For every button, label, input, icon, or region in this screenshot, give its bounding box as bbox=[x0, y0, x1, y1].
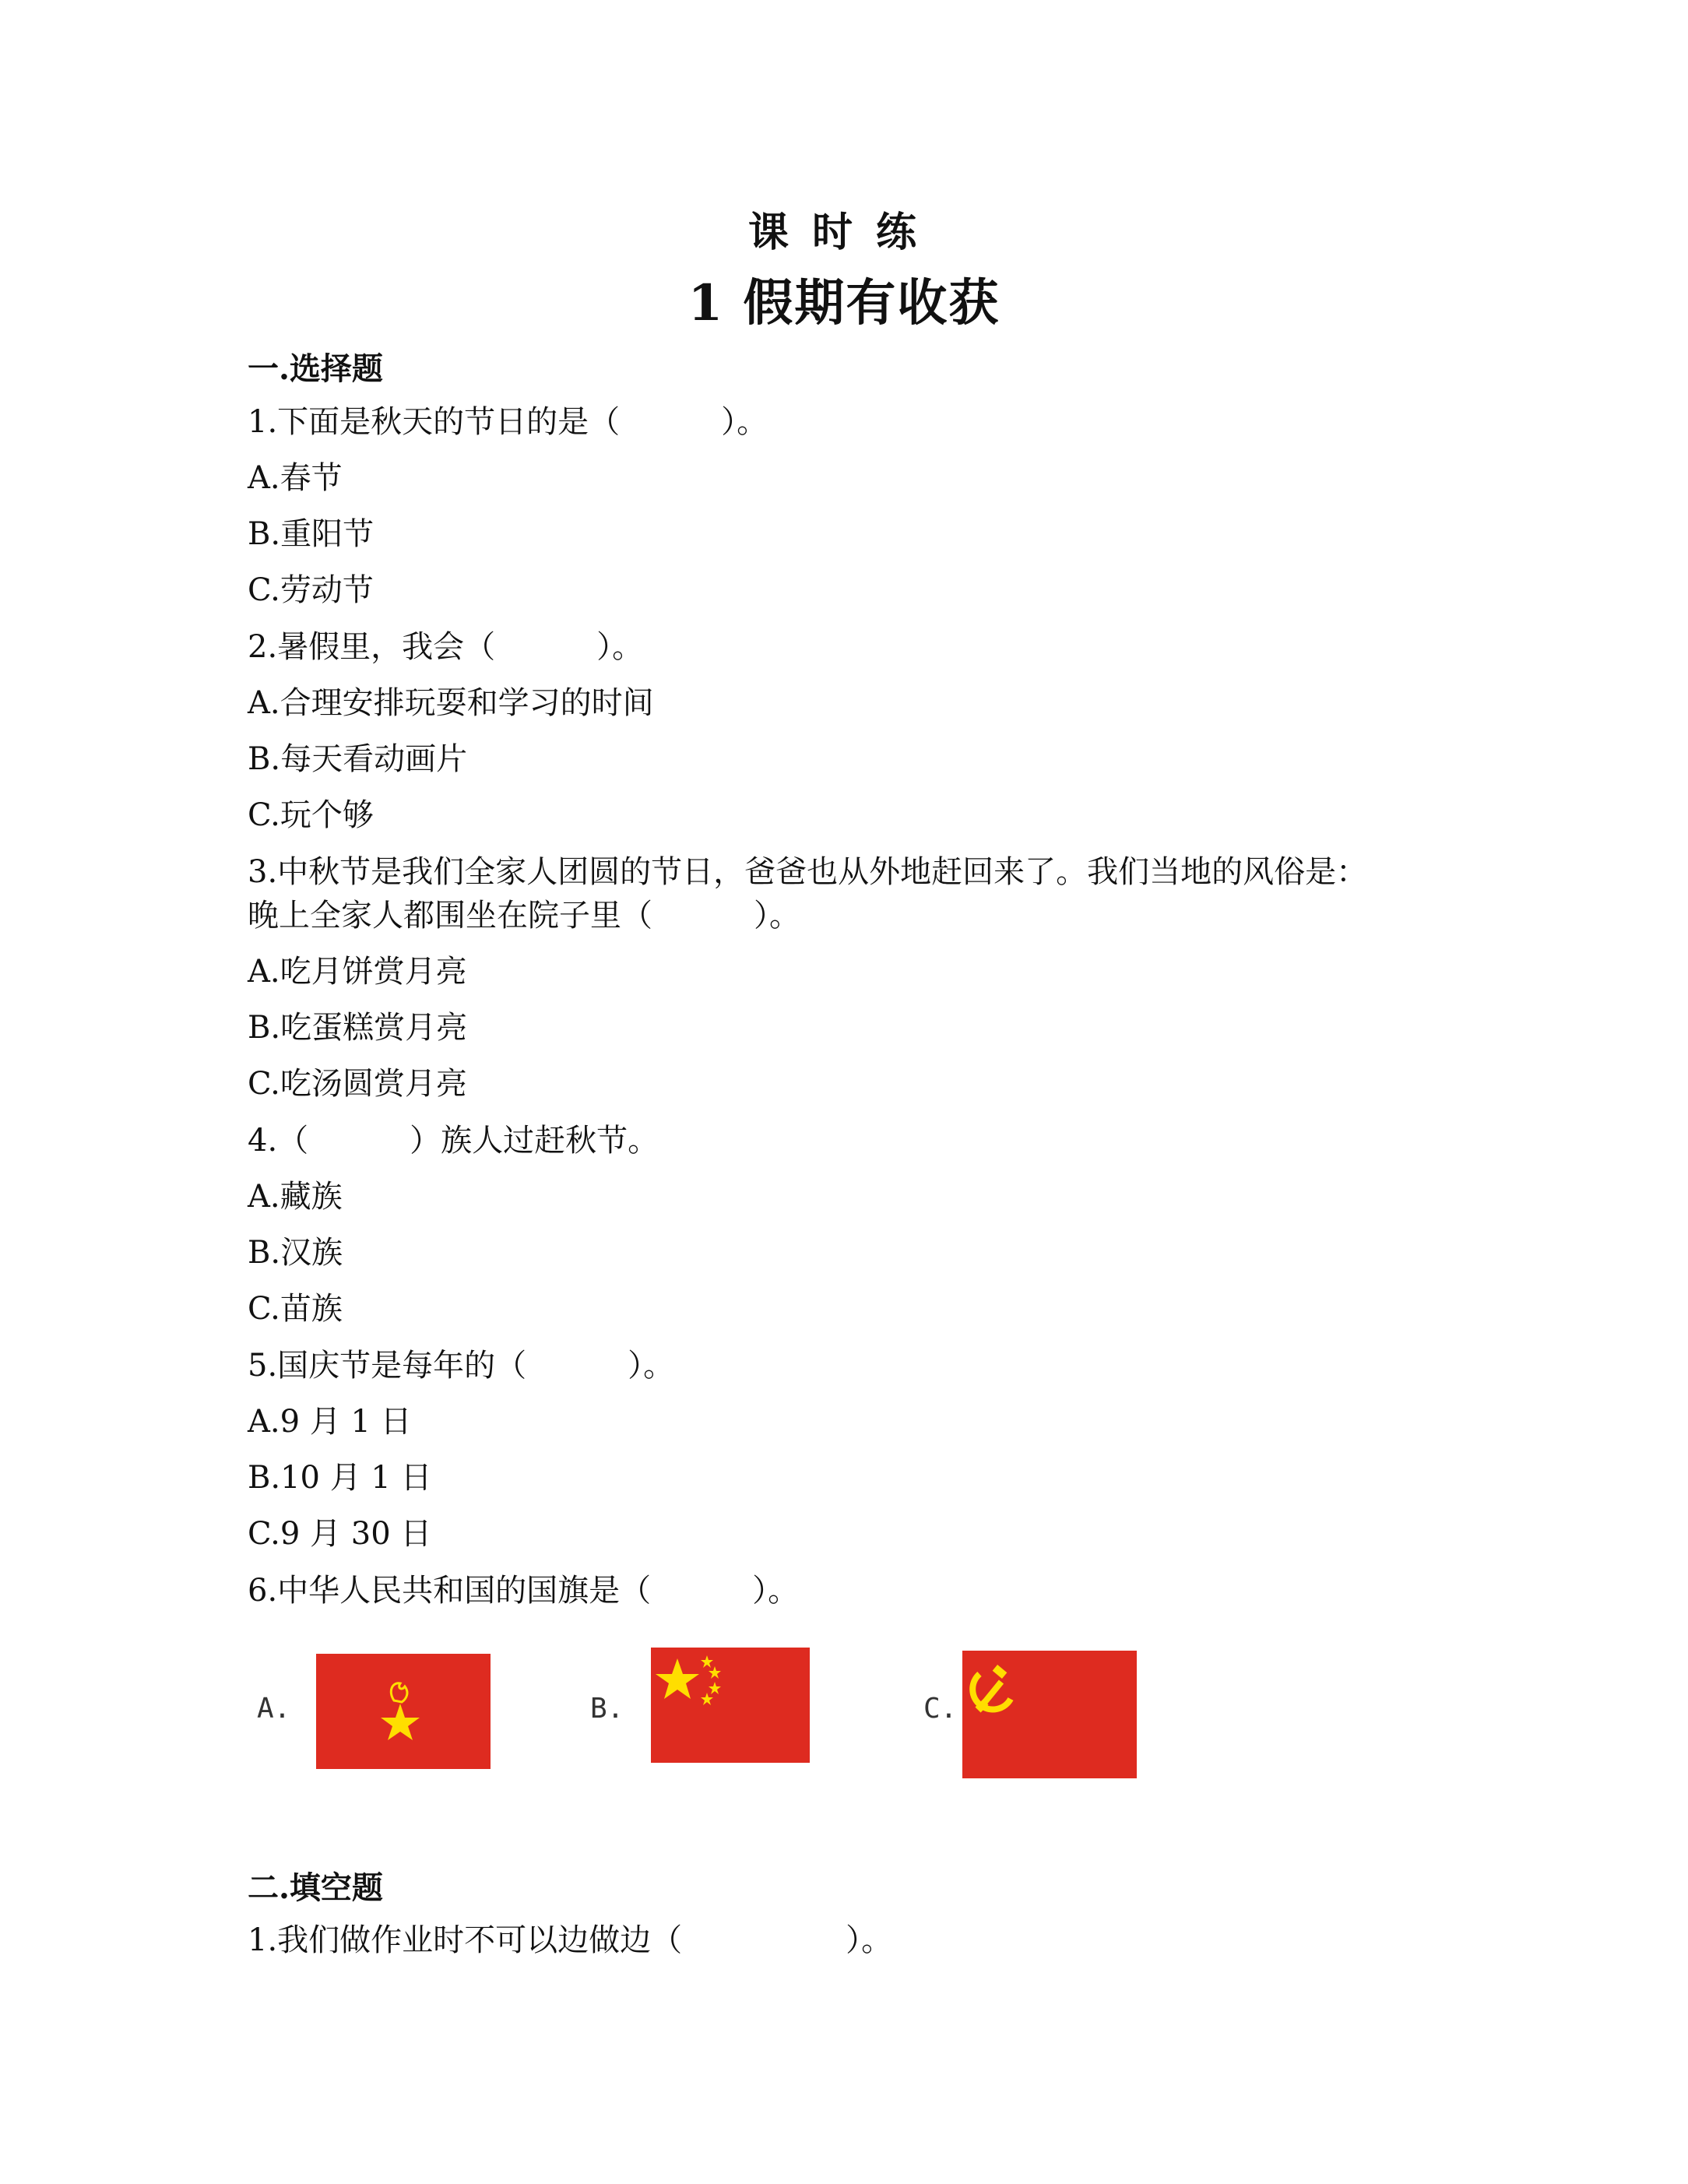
question-3-option-a: A.吃月饼赏月亮 bbox=[248, 954, 467, 990]
worksheet-label: 课时练 bbox=[747, 209, 940, 256]
section-heading-fill-blank: 二.填空题 bbox=[248, 1869, 383, 1906]
question-3-stem-line-2: 晚上全家人都围坐在院子里（ ）。 bbox=[248, 898, 800, 934]
question-6-option-a-label: A. bbox=[257, 1693, 291, 1725]
question-1-option-a: A.春节 bbox=[248, 460, 343, 496]
question-2-option-c: C.玩个够 bbox=[248, 797, 374, 833]
question-6-option-b-label: B. bbox=[590, 1693, 624, 1725]
question-5-option-b: B.10 月 1 日 bbox=[248, 1460, 432, 1496]
section-heading-choice: 一.选择题 bbox=[248, 350, 383, 387]
question-3-option-b: B.吃蛋糕赏月亮 bbox=[248, 1010, 468, 1046]
fill-question-1-stem: 1.我们做作业时不可以边做边（ ）。 bbox=[248, 1922, 893, 1958]
question-5-stem: 5.国庆节是每年的（ ）。 bbox=[248, 1348, 675, 1384]
question-2-option-a: A.合理安排玩耍和学习的时间 bbox=[248, 685, 654, 721]
five-star-red-flag-icon bbox=[651, 1648, 810, 1763]
question-4-option-c: C.苗族 bbox=[248, 1291, 343, 1327]
page-title: 1 假期有收获 bbox=[688, 274, 1000, 332]
question-3-option-c: C.吃汤圆赏月亮 bbox=[248, 1066, 467, 1102]
communist-party-flag-icon bbox=[962, 1651, 1137, 1778]
question-6-flag-options bbox=[248, 1634, 1260, 1789]
question-2-option-b: B.每天看动画片 bbox=[248, 741, 468, 777]
question-6-stem: 6.中华人民共和国的国旗是（ ）。 bbox=[248, 1573, 800, 1609]
question-6-option-c-label: C. bbox=[923, 1693, 958, 1725]
question-1-option-c: C.劳动节 bbox=[248, 572, 374, 608]
question-4-option-a: A.藏族 bbox=[248, 1179, 343, 1215]
question-3-stem-line-1: 3.中秋节是我们全家人团圆的节日，爸爸也从外地赶回来了。我们当地的风俗是： bbox=[248, 854, 1368, 890]
question-1-stem: 1.下面是秋天的节日的是（ ）。 bbox=[248, 404, 768, 440]
question-2-stem: 2.暑假里，我会（ ）。 bbox=[248, 629, 644, 665]
question-4-stem: 4.（ ）族人过赶秋节。 bbox=[248, 1123, 659, 1159]
young-pioneers-flag-icon bbox=[316, 1654, 491, 1769]
question-4-option-b: B.汉族 bbox=[248, 1235, 343, 1271]
question-5-option-a: A.9 月 1 日 bbox=[248, 1404, 412, 1440]
question-5-option-c: C.9 月 30 日 bbox=[248, 1516, 432, 1552]
question-1-option-b: B.重阳节 bbox=[248, 516, 375, 552]
